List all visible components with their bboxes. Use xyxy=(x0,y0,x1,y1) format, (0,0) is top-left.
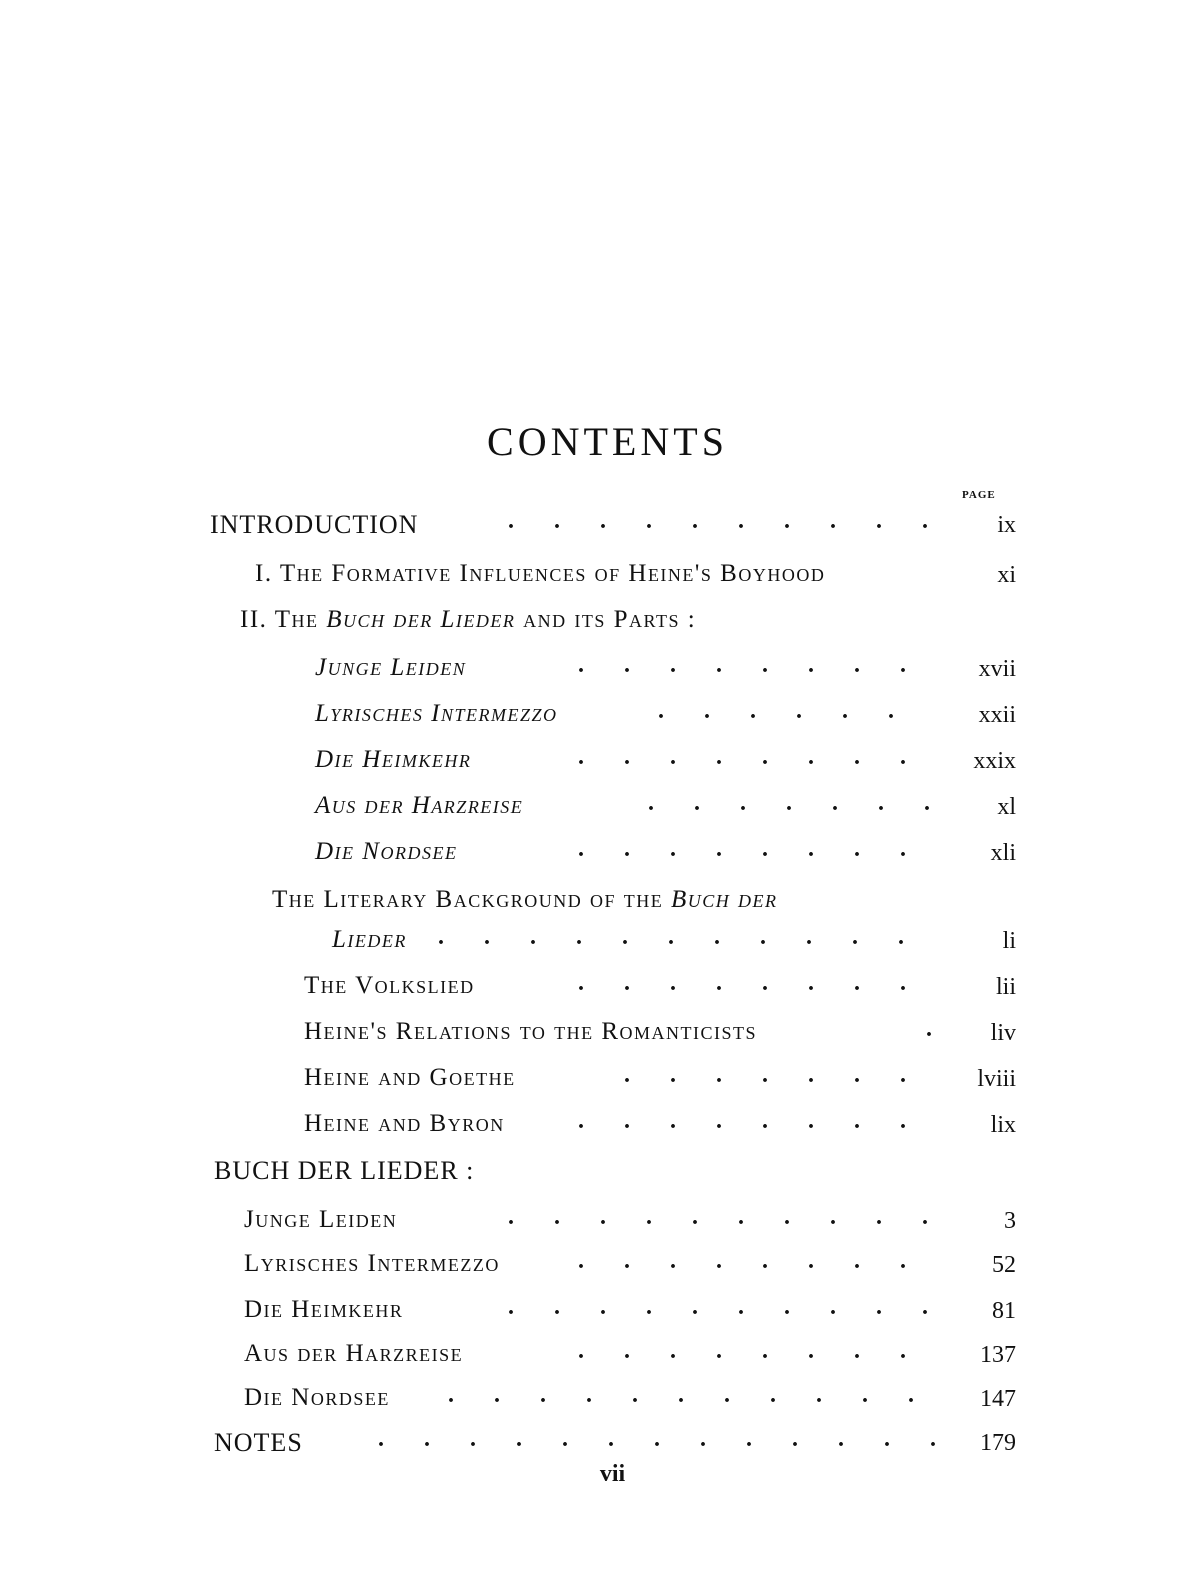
toc-page-number: li xyxy=(1002,928,1016,954)
leader-dots: . . . . . . . . . . xyxy=(508,508,928,534)
toc-entry-volkslied: The Volkslied xyxy=(304,972,475,999)
toc-entry-buch-der-lieder-parts xyxy=(240,606,696,634)
page-title: CONTENTS xyxy=(487,419,728,464)
toc-entry-die-nordsee: Die Nordsee xyxy=(244,1384,390,1411)
leader-dots: . . . . . . . . xyxy=(578,1248,906,1274)
toc-page-number: xxii xyxy=(978,702,1016,728)
entry-italic-title: Buch der xyxy=(670,886,778,913)
page-folio: vii xyxy=(599,1461,626,1487)
toc-page-number: 3 xyxy=(1004,1208,1016,1234)
toc-page-number: 179 xyxy=(980,1430,1016,1456)
toc-page-number: ix xyxy=(997,512,1016,538)
leader-dots: . . . . . . . . xyxy=(578,744,906,770)
leader-dots: . xyxy=(926,1016,932,1042)
toc-entry-lyrisches-intermezzo: Lyrisches Intermezzo xyxy=(244,1250,500,1277)
entry-prefix: The Literary Background of the xyxy=(272,886,671,913)
toc-page-number: xl xyxy=(997,794,1016,820)
toc-page-number: lviii xyxy=(977,1066,1016,1092)
toc-entry-die-heimkehr: Die Heimkehr xyxy=(244,1296,404,1323)
leader-dots: . . . . . . . . xyxy=(578,1338,906,1364)
toc-entry-heine-and-byron: Heine and Byron xyxy=(304,1110,505,1137)
toc-entry-lyrisches-intermezzo-intro: Lyrisches Intermezzo xyxy=(315,700,558,727)
leader-dots: . . . . . . . . xyxy=(578,652,906,678)
leader-dots: . . . . . . xyxy=(658,698,894,724)
toc-entry-junge-leiden-intro: Junge Leiden xyxy=(315,654,467,681)
toc-entry-introduction: INTRODUCTION xyxy=(210,510,419,539)
toc-entry-heine-and-goethe: Heine and Goethe xyxy=(304,1064,516,1091)
leader-dots: . . . . . . . . . . . xyxy=(448,1382,914,1408)
toc-entry-formative-influences: I. The Formative Influences of Heine's Boyhood xyxy=(255,560,826,587)
toc-entry-die-heimkehr-intro: Die Heimkehr xyxy=(315,746,472,773)
toc-page-number: 52 xyxy=(992,1252,1016,1278)
entry-suffix: and its Parts : xyxy=(515,606,697,633)
toc-entry-junge-leiden: Junge Leiden xyxy=(244,1206,398,1233)
toc-page-number: lix xyxy=(990,1112,1016,1138)
toc-page-number: xvii xyxy=(978,656,1016,682)
toc-page-number: xli xyxy=(990,840,1016,866)
entry-italic-title: Buch der Lieder xyxy=(326,606,516,633)
entry-prefix: II. The xyxy=(240,606,327,633)
leader-dots: . . . . . . . xyxy=(624,1062,906,1088)
toc-entry-notes: NOTES xyxy=(214,1428,303,1457)
toc-page-number: 81 xyxy=(992,1298,1016,1324)
leader-dots: . . . . . . . . . . xyxy=(508,1294,928,1320)
toc-page-number: lii xyxy=(995,974,1016,1000)
toc-entry-aus-der-harzreise: Aus der Harzreise xyxy=(244,1340,464,1367)
page-column-header: PAGE xyxy=(962,489,996,501)
leader-dots: . . . . . . . . . . xyxy=(508,1204,928,1230)
toc-page-number: 147 xyxy=(980,1386,1016,1412)
toc-entry-romanticists: Heine's Relations to the Romanticists xyxy=(304,1018,758,1045)
leader-dots: . . . . . . . . xyxy=(578,1108,906,1134)
toc-entry-literary-background xyxy=(272,886,777,914)
leader-dots: . . . . . . . . . . . xyxy=(438,924,904,950)
leader-dots: . . . . . . . . xyxy=(578,970,906,996)
leader-dots: . . . . . . . xyxy=(648,790,930,816)
toc-page-number: xxix xyxy=(973,748,1016,774)
leader-dots: . . . . . . . . xyxy=(578,836,906,862)
toc-entry-aus-der-harzreise-intro: Aus der Harzreise xyxy=(315,792,524,819)
toc-page-number: liv xyxy=(990,1020,1016,1046)
toc-page-number: xi xyxy=(997,562,1016,588)
leader-dots: . . . . . . . . . . . . . xyxy=(378,1426,936,1452)
toc-page-number: 137 xyxy=(980,1342,1016,1368)
toc-entry-die-nordsee-intro: Die Nordsee xyxy=(315,838,458,865)
toc-entry-lieder-continued: Lieder xyxy=(332,926,407,953)
toc-section-buch-der-lieder: BUCH DER LIEDER : xyxy=(214,1156,475,1185)
